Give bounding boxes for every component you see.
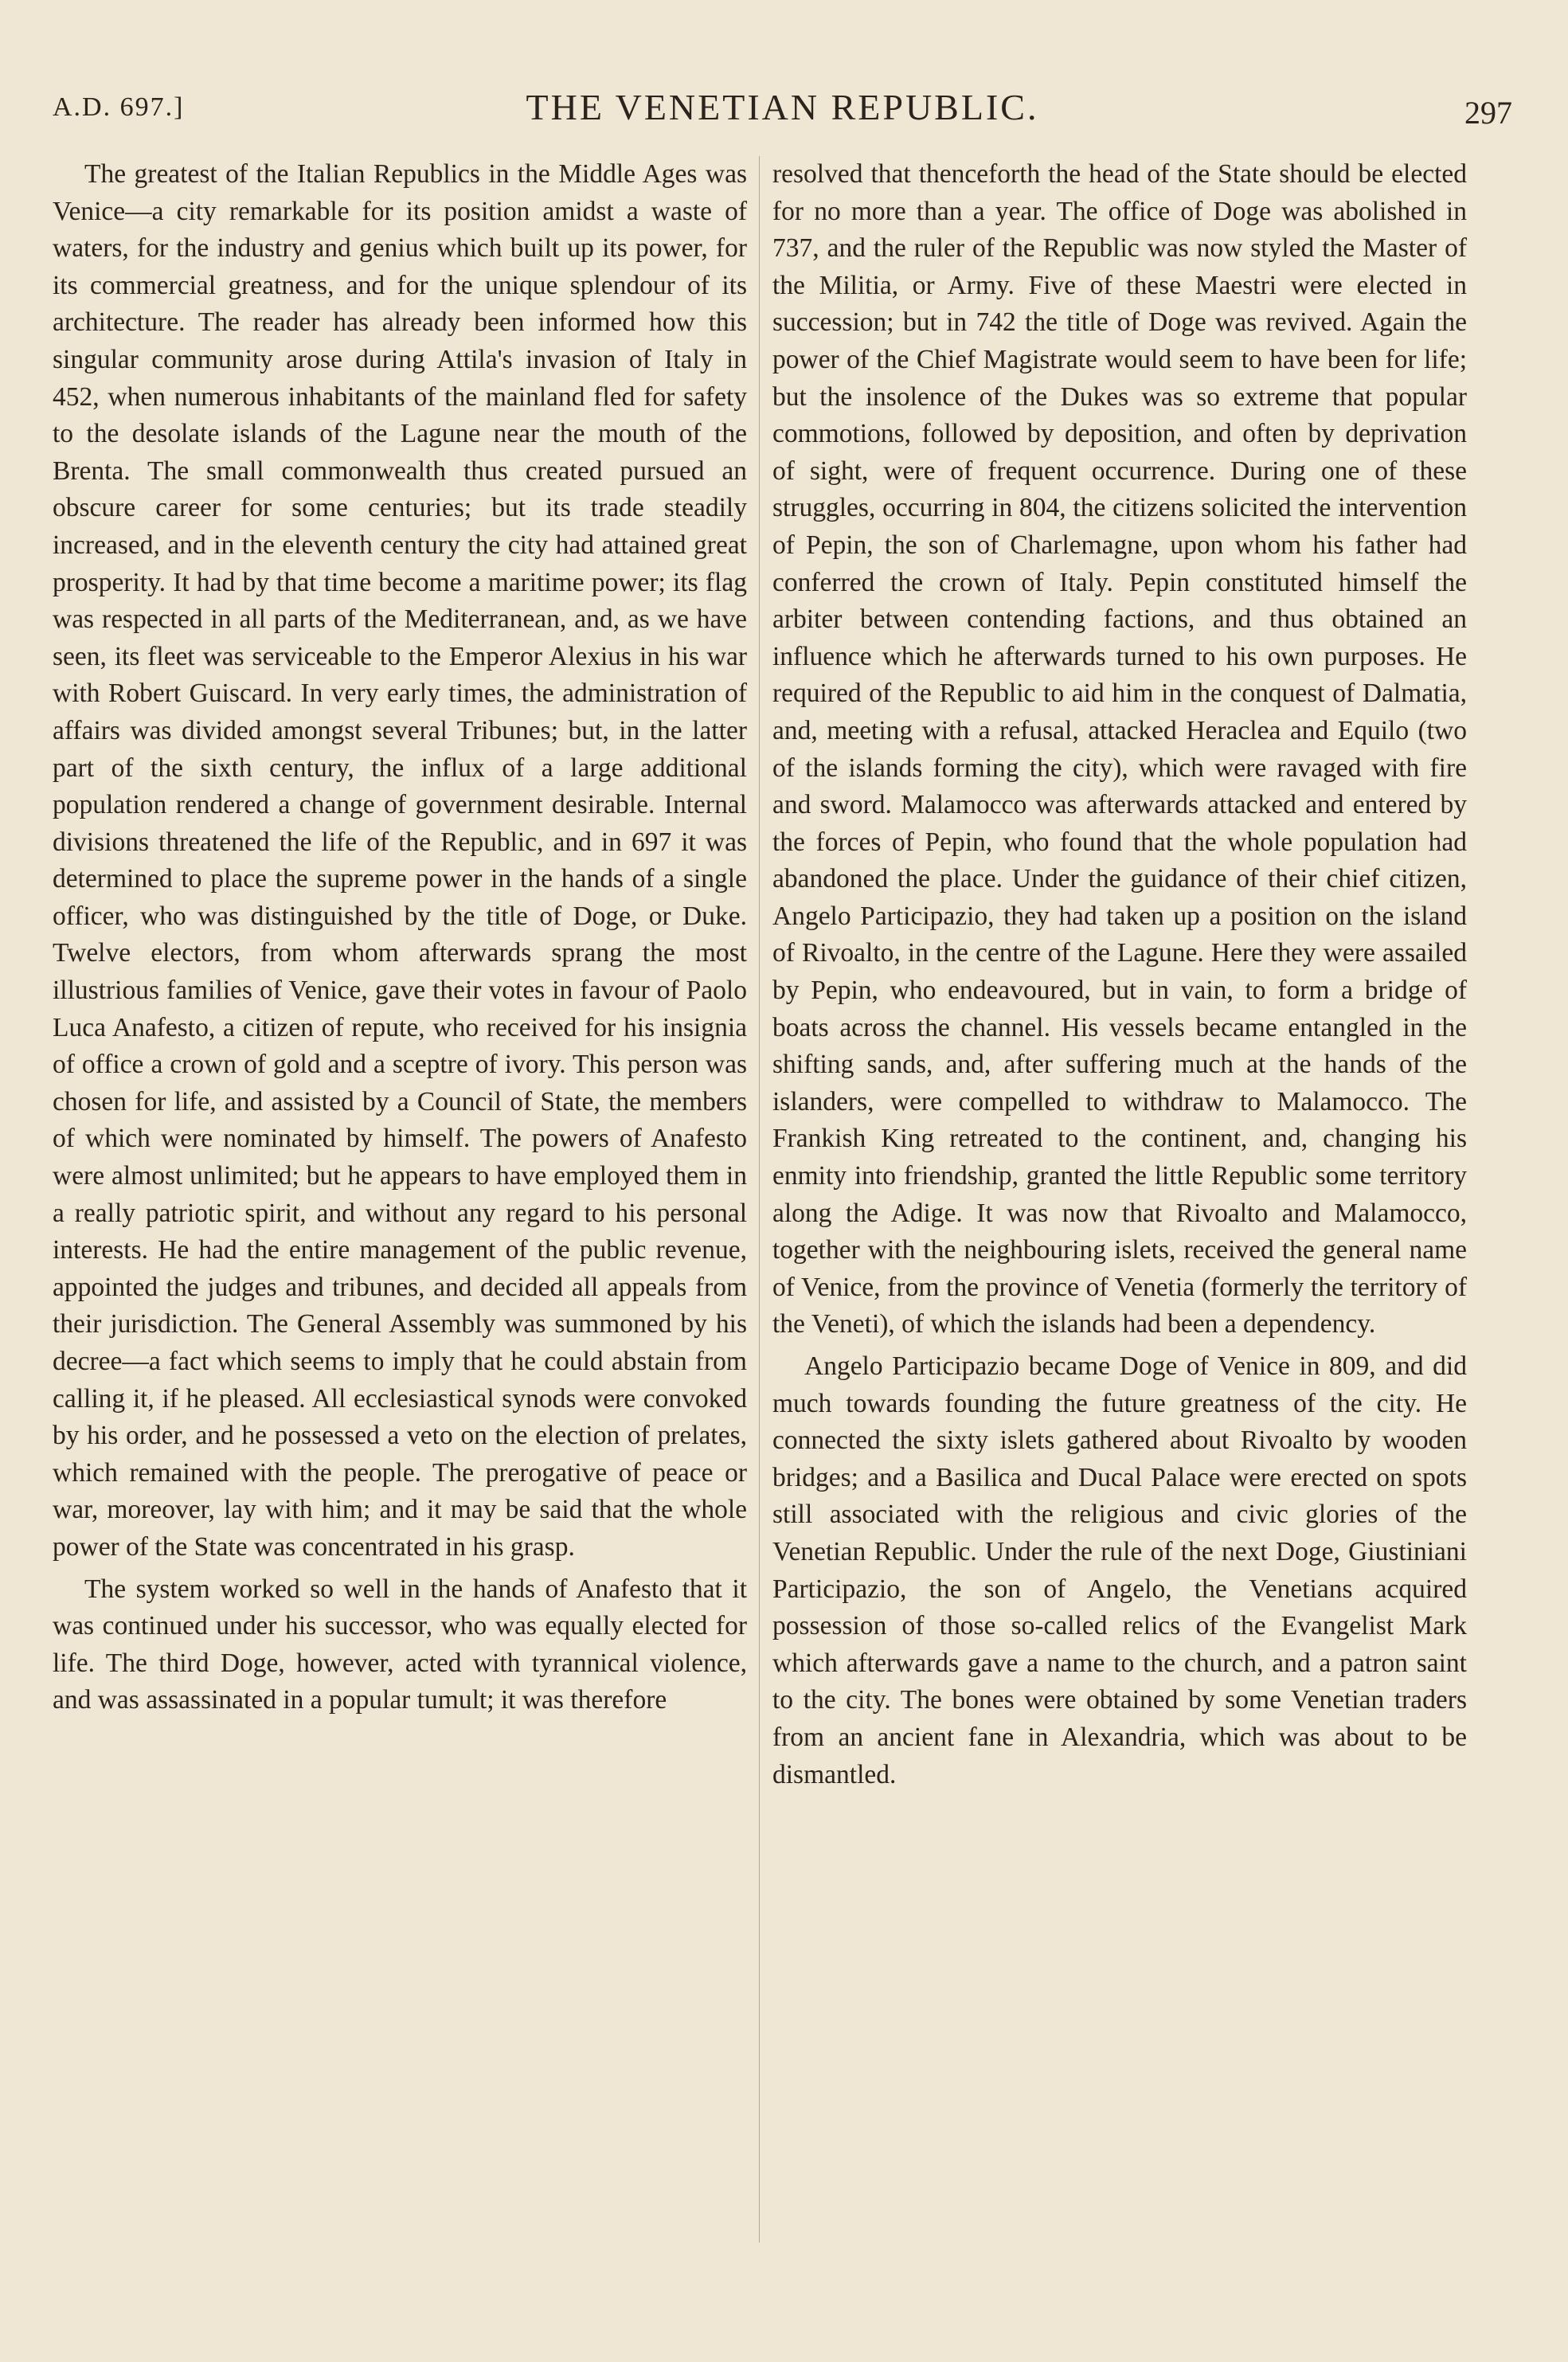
header-date: A.D. 697.]	[53, 92, 185, 122]
paragraph: Angelo Participazio became Doge of Venice in 809, and did much towards founding the future greatness of the city. He connected the sixty islets gathered about Rivoalto by wooden bridges; and a Basilica and Ducal Palace were erected on spots still associated with the religious and civic glories of the Venetian Republic. Under the rule of the next Doge, Giustiniani Participazio, the son of Angelo, the Venetians acquired possession of those so-called relics of the Evangelist Mark which afterwards gave a name to the church, and a patron saint to the city. The bones were obtained by some Venetian traders from an ancient fane in Alexandria, which was about to be dismantled.	[772, 1351, 1467, 1789]
left-column	[53, 156, 747, 1719]
running-header	[53, 86, 1512, 131]
page-number: 297	[1464, 95, 1512, 131]
paragraph: The system worked so well in the hands of Anafesto that it was continued under his successor, who was equally elected for life. The third Doge, however, acted with tyrannical violence, and was assassinated in a popular tumult; it was therefore	[53, 1574, 747, 1715]
right-column	[772, 156, 1467, 1793]
column-divider	[759, 156, 760, 2243]
header-title: THE VENETIAN REPUBLIC.	[526, 87, 1039, 127]
paragraph: The greatest of the Italian Republics in the Middle Ages was Venice—a city remarkable for its position amidst a waste of waters, for the industry and genius which built up its power, for its commercial greatness, and for the unique splendour of its architecture. The reader has already been informed how this singular community arose during Attila's invasion of Italy in 452, when numerous inhabitants of the mainland fled for safety to the desolate islands of the Lagune near the mouth of the Brenta. The small commonwealth thus created pursued an obscure career for some centuries; but its trade steadily increased, and in the eleventh century the city had attained great prosperity. It had by that time become a maritime power; its flag was respected in all parts of the Mediterranean, and, as we have seen, its fleet was serviceable to the Emperor Alexius in his war with Robert Guiscard. In very early times, the administration of affairs was divided amongst several Tribunes; but, in the latter part of the sixth century, the influx of a large additional population rendered a change of government desirable. Internal divisions threatened the life of the Republic, and in 697 it was determined to place the supreme power in the hands of a single officer, who was distinguished by the title of Doge, or Duke. Twelve electors, from whom afterwards sprang the most illustrious families of Venice, gave their votes in favour of Paolo Luca Anafesto, a citizen of repute, who received for his insignia of office a crown of gold and a sceptre of ivory. This person was chosen for life, and assisted by a Council of State, the members of which were nominated by himself. The powers of Anafesto were almost unlimited; but he appears to have employed them in a really patriotic spirit, and without any regard to his personal interests. He had the entire management of the public revenue, appointed the judges and tribunes, and decided all appeals from their jurisdiction. The General Assembly was summoned by his decree—a fact which seems to imply that he could abstain from calling it, if he pleased. All ecclesiastical synods were convoked by his order, and he possessed a veto on the election of prelates, which remained with the people. The prerogative of peace or war, moreover, lay with him; and it may be said that the whole power of the State was concentrated in his grasp.	[53, 159, 747, 1562]
paragraph: resolved that thenceforth the head of the State should be elected for no more than a year. The office of Doge was abolished in 737, and the ruler of the Republic was now styled the Master of the Militia, or Army. Five of these Maestri were elected in succession; but in 742 the title of Doge was revived. Again the power of the Chief Magistrate would seem to have been for life; but the insolence of the Dukes was so extreme that popular commotions, followed by deposition, and often by deprivation of sight, were of frequent occurrence. During one of these struggles, occurring in 804, the citizens solicited the intervention of Pepin, the son of Charlemagne, upon whom his father had conferred the crown of Italy. Pepin constituted himself the arbiter between contending factions, and thus obtained an influence which he afterwards turned to his own purposes. He required of the Republic to aid him in the conquest of Dalmatia, and, meeting with a refusal, attacked Heraclea and Equilo (two of the islands forming the city), which were ravaged with fire and sword. Malamocco was afterwards attacked and entered by the forces of Pepin, who found that the whole population had abandoned the place. Under the guidance of their chief citizen, Angelo Participazio, they had taken up a position on the island of Rivoalto, in the centre of the Lagune. Here they were assailed by Pepin, who endeavoured, but in vain, to form a bridge of boats across the channel. His vessels became entangled in the shifting sands, and, after suffering much at the hands of the islanders, were compelled to withdraw to Malamocco. The Frankish King retreated to the continent, and, changing his enmity into friendship, granted the little Republic some territory along the Adige. It was now that Rivoalto and Malamocco, together with the neighbouring islets, received the general name of Venice, from the province of Venetia (formerly the territory of the Veneti), of which the islands had been a dependency.	[772, 159, 1467, 1339]
